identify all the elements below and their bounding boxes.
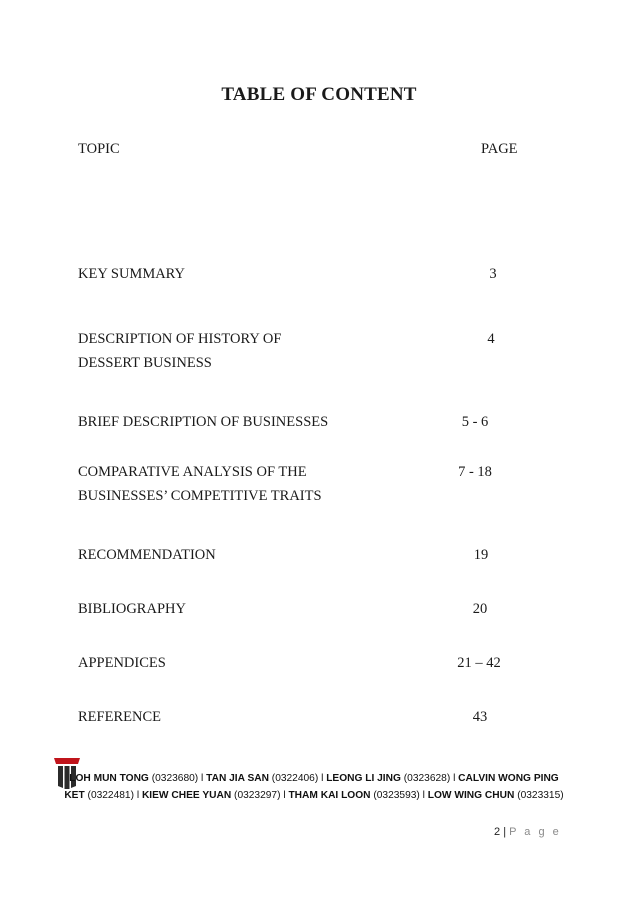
author-separator: l — [422, 790, 425, 801]
author-id: (0323593) — [373, 790, 420, 801]
topic-column-header: TOPIC — [78, 141, 120, 157]
page-word: P a g e — [509, 826, 562, 838]
author-name: CALVIN WONG PING KET — [64, 773, 559, 801]
author-id: (0322406) — [271, 773, 319, 784]
toc-entry-page: 21 – 42 — [457, 655, 501, 671]
page-number — [494, 826, 561, 838]
toc-entry-page: 3 — [489, 266, 497, 282]
toc-entry-page: 4 — [487, 331, 495, 347]
page-number-value: 2 — [494, 826, 501, 838]
page-column-header: PAGE — [481, 141, 518, 157]
author-name: THAM KAI LOON — [288, 790, 371, 801]
author-id: (0323628) — [403, 773, 451, 784]
toc-entry-page: 19 — [473, 547, 489, 563]
author-separator: l — [283, 790, 286, 801]
toc-entry-topic: DESCRIPTION OF HISTORY OF DESSERT BUSINESS — [78, 331, 282, 371]
toc-entry-topic: COMPARATIVE ANALYSIS OF THE BUSINESSES’ COMPETITIVE TRAITS — [78, 464, 322, 504]
toc-entry-topic: REFERENCE — [78, 709, 161, 725]
toc-entry-topic: RECOMMENDATION — [78, 547, 216, 563]
page-number-separator: | — [503, 826, 507, 838]
author-name: LOH MUN TONG — [69, 773, 149, 784]
footer-authors — [64, 770, 564, 804]
author-name: TAN JIA SAN — [206, 773, 269, 784]
author-id: (0323297) — [234, 790, 281, 801]
toc-entry-topic: BRIEF DESCRIPTION OF BUSINESSES — [78, 414, 329, 430]
page-title: TABLE OF CONTENT — [221, 84, 417, 105]
author-separator: l — [201, 773, 204, 784]
toc-entry-topic: APPENDICES — [78, 655, 166, 671]
author-separator: l — [321, 773, 324, 784]
toc-entry-topic: BIBLIOGRAPHY — [78, 601, 186, 617]
author-name: LEONG LI JING — [326, 773, 401, 784]
toc-entry-page: 5 - 6 — [461, 414, 489, 430]
toc-entry-page: 7 - 18 — [458, 464, 492, 480]
author-id: (0322481) — [87, 790, 134, 801]
author-name: KIEW CHEE YUAN — [141, 790, 232, 801]
author-separator: l — [136, 790, 140, 801]
toc-entry-page: 20 — [472, 601, 488, 617]
author-name: LOW WING CHUN — [427, 790, 515, 801]
author-id: (0323315) — [517, 790, 564, 801]
toc-entry-page: 43 — [472, 709, 488, 725]
author-separator: l — [453, 773, 456, 784]
author-id: (0323680) — [151, 773, 199, 784]
toc-entry-topic: KEY SUMMARY — [78, 266, 186, 282]
